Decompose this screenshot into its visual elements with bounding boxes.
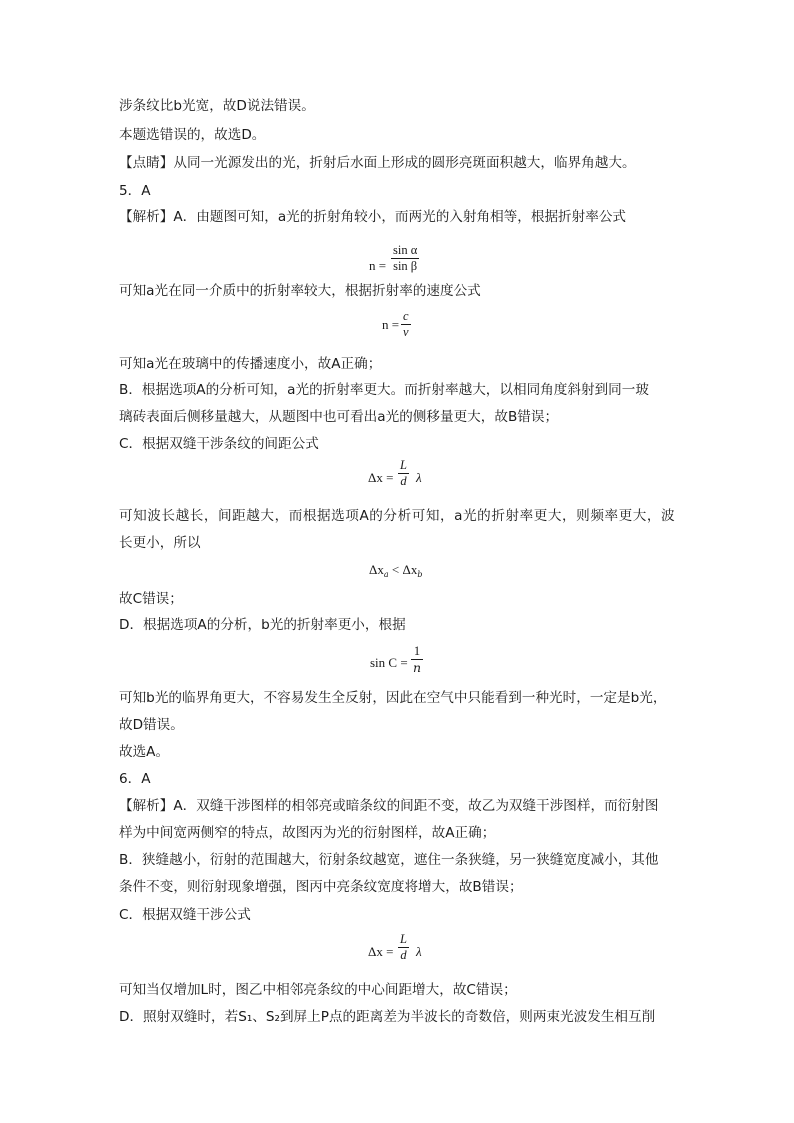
formula-part: Δx: [369, 562, 384, 577]
question-number: 5．A: [119, 183, 151, 199]
text-line: 故选A。: [119, 744, 170, 760]
formula-inequality: [369, 562, 422, 583]
formula-lhs: Δx =: [368, 470, 394, 485]
formula-lhs: n =: [382, 317, 400, 332]
formula-subscript: b: [417, 570, 423, 579]
text-line: B．根据选项A的分析可知，a光的折射率更大。而折射率越大，以相同角度斜射到同一玻: [119, 382, 649, 398]
formula-fraction: [401, 309, 411, 340]
text-line: C．根据双缝干涉条纹的间距公式: [119, 436, 319, 452]
text-line: 可知b光的临界角更大，不容易发生全反射，因此在空气中只能看到一种光时，一定是b光，: [119, 690, 667, 706]
text-line: D．根据选项A的分析，b光的折射率更小，根据: [119, 617, 406, 633]
formula-lhs: sin C =: [370, 655, 408, 670]
formula-lhs: Δx =: [368, 944, 394, 959]
text-line: 长更小，所以: [119, 535, 201, 551]
question-number: 6．A: [119, 771, 151, 787]
text-line: 璃砖表面后侧移量越大，从题图中也可看出a光的侧移量更大，故B错误；: [119, 409, 559, 425]
fraction-denominator: d: [400, 474, 407, 488]
formula-fraction: [398, 458, 409, 489]
formula-fraction: [398, 932, 409, 963]
text-line: 本题选错误的，故选D。: [119, 127, 266, 143]
text-line: 可知a光在同一介质中的折射率较大，根据折射率的速度公式: [119, 283, 481, 299]
formula-fraction: [411, 644, 423, 675]
fraction-numerator: sin α: [393, 243, 418, 257]
fraction-denominator: d: [400, 948, 407, 962]
text-line: C．根据双缝干涉公式: [119, 907, 251, 923]
formula-part: < Δx: [388, 562, 418, 577]
fraction-numerator: c: [403, 309, 409, 323]
text-line: 故D错误。: [119, 717, 184, 733]
text-line: D．照射双缝时，若S₁、S₂到屏上P点的距离差为半波长的奇数倍，则两束光波发生相互削: [119, 1009, 656, 1025]
fraction-denominator: sin β: [393, 259, 418, 273]
text-line: 【解析】A．双缝干涉图样的相邻亮或暗条纹的间距不变，故乙为双缝干涉图样，而衍射图: [119, 798, 659, 814]
text-line: 可知当仅增加L时，图乙中相邻亮条纹的中心间距增大，故C错误；: [119, 982, 517, 998]
text-line: 样为中间宽两侧窄的特点，故图丙为光的衍射图样，故A正确；: [119, 825, 496, 841]
fraction-numerator: L: [400, 458, 407, 472]
fraction-numerator: L: [400, 932, 407, 946]
text-line: 条件不变，则衍射现象增强，图丙中亮条纹宽度将增大，故B错误；: [119, 879, 523, 895]
formula-fraction: [391, 243, 419, 274]
text-line: 可知波长越长，间距越大，而根据选项A的分析可知，a光的折射率更大，则频率更大，波: [119, 508, 676, 524]
fraction-numerator: 1: [413, 644, 421, 658]
formula-lhs: n =: [369, 258, 387, 273]
text-line: 【解析】A．由题图可知，a光的折射角较小，而两光的入射角相等，根据折射率公式: [119, 209, 627, 225]
formula-rhs: λ: [416, 470, 422, 485]
formula-subscript: a: [383, 570, 389, 579]
text-line: 可知a光在玻璃中的传播速度小，故A正确；: [119, 356, 382, 372]
fraction-denominator: v: [403, 325, 409, 339]
formula-rhs: λ: [416, 944, 422, 959]
text-line: 故C错误；: [119, 591, 183, 607]
fraction-denominator: n: [413, 660, 422, 675]
text-line: B．狭缝越小，衍射的范围越大，衍射条纹越宽，遮住一条狭缝，另一狭缝宽度减小，其他: [119, 852, 659, 868]
text-line: 涉条纹比b光宽，故D说法错误。: [119, 98, 315, 114]
text-line: 【点睛】从同一光源发出的光，折射后水面上形成的圆形亮斑面积越大，临界角越大。: [119, 155, 636, 171]
